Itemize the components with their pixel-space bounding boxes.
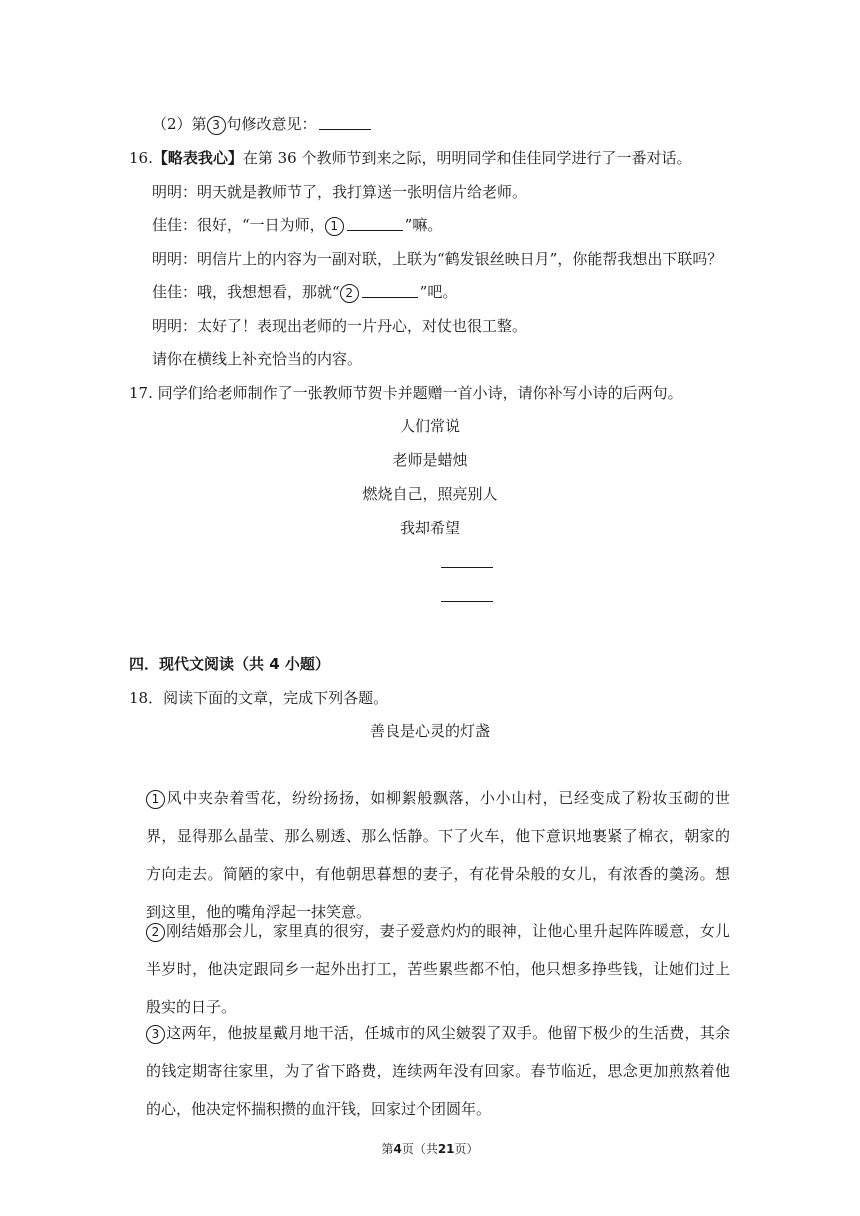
answer-blank[interactable]	[347, 215, 403, 231]
q16-dialog-line: 佳佳：很好，“一日为师， 1 ”嘛。	[152, 216, 443, 234]
q16-dialog-line: 明明：明信片上的内容为一副对联，上联为“鹤发银丝映日月”，你能帮我想出下联吗？	[152, 250, 723, 268]
poem-line: 人们常说	[399, 417, 460, 435]
answer-blank[interactable]	[319, 114, 371, 130]
poem-line: 我却希望	[399, 519, 460, 537]
q18-question: 18．阅读下面的文章，完成下列各题。	[129, 689, 389, 707]
article-title: 善良是心灵的灯盏	[369, 722, 490, 740]
circled-number: 2	[340, 284, 359, 303]
answer-blank[interactable]	[362, 282, 418, 298]
page-footer: 第4页（共21页）	[381, 1142, 479, 1156]
poem-line: 燃烧自己，照亮别人	[362, 485, 498, 503]
article-paragraph: 2 刚结婚那会儿，家里真的很穷，妻子爱意灼灼的眼神，让他心里升起阵阵暖意，女儿半岁时，他决定跟同乡一起外出打工，苦些累些都不怕，他只想多挣些钱，让她们过上殷实的日子。	[146, 922, 730, 1016]
q16-intro: 16.【略表我心】在第 36 个教师节到来之际，明明同学和佳佳同学进行了一番对话。	[129, 149, 692, 167]
article-paragraph: 1 风中夹杂着雪花，纷纷扬扬，如柳絮般飘落，小小山村，已经变成了粉妆玉砌的世界，显得那么晶莹、那么剔透、那么恬静。下了火车，他下意识地裹紧了棉衣，朝家的方向走去。简陋的家中，有他朝思暮想的妻子，有花骨朵般的女儿，有浓香的羹汤。想到这里，他的嘴角浮起一抹笑意。	[146, 789, 730, 921]
poem-line: 老师是蜡烛	[392, 451, 468, 469]
section-heading: 四．现代文阅读（共 4 小题）	[129, 655, 330, 673]
q16-dialog-line: 明明：明天就是教师节了，我打算送一张明信片给老师。	[152, 183, 528, 201]
circled-number: 1	[325, 217, 344, 236]
q16-dialog-line: 明明：太好了！表现出老师的一片丹心，对仗也很工整。	[152, 317, 528, 335]
circled-number: 3	[146, 1025, 165, 1044]
q16-instruction: 请你在横线上补充恰当的内容。	[152, 350, 363, 368]
q16-dialog-line: 佳佳：哦，我想想看，那就“ 2 ”吧。	[152, 283, 458, 301]
q15-sub2: （2）第 3 句修改意见：	[152, 114, 373, 135]
circled-number: 2	[146, 923, 165, 942]
poem-answer-blank[interactable]	[441, 601, 493, 602]
poem-answer-blank[interactable]	[441, 567, 493, 568]
article-paragraph: 3 这两年，他披星戴月地干活，任城市的风尘皴裂了双手。他留下极少的生活费，其余的钱定期寄往家里，为了省下路费，连续两年没有回家。春节临近，思念更加煎熬着他的心，他决定怀揣积攒的血汗钱，回家过个团圆年。	[146, 1024, 730, 1118]
q17-question: 17. 同学们给老师制作了一张教师节贺卡并题赠一首小诗，请你补写小诗的后两句。	[129, 384, 683, 402]
circled-number: 1	[146, 790, 165, 809]
circled-number: 3	[207, 116, 226, 135]
